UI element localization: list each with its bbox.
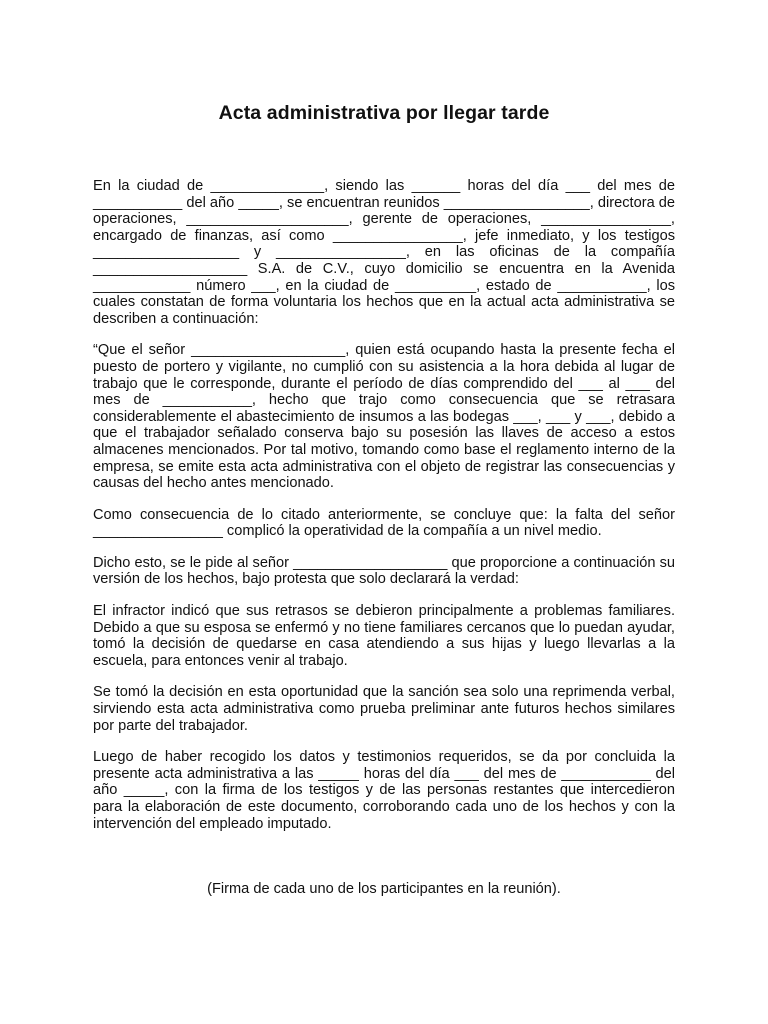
document-title: Acta administrativa por llegar tarde bbox=[218, 102, 550, 124]
paragraph-statement-request: Dicho esto, se le pide al señor ___________________ que proporcione a continuación su versión de los hechos, bajo protesta que solo declarará la verdad: bbox=[93, 554, 675, 588]
paragraph-consequence: Como consecuencia de lo citado anteriormente, se concluye que: la falta del señor ________________ complicó la operatividad de la compañía a un nivel medio. bbox=[93, 506, 675, 540]
paragraph-closing: Luego de haber recogido los datos y testimonios requeridos, se da por concluida la presente acta administrativa a las _____ horas del día ___ del mes de ___________ del año _____, con la firma de los testigos y de las personas restantes que intercedieron para la elaboración de este documento, corroborando cada uno de los hechos y con la intervención del empleado imputado. bbox=[93, 749, 675, 832]
document-body bbox=[93, 178, 675, 847]
signature-line: (Firma de cada uno de los participantes en la reunión). bbox=[207, 881, 561, 897]
paragraph-intro: En la ciudad de ______________, siendo las ______ horas del día ___ del mes de ___________ del año _____, se encuentran reunidos __________________, directora de operaciones, ____________________, gerente de operaciones, ________________, encargado de finanzas, así como ________________, jefe inmediato, y los testigos __________________ y ________________, en las oficinas de la compañía ___________________ S.A. de C.V., cuyo domicilio se encuentra en la Avenida ____________ número ___, en la ciudad de __________, estado de ___________, los cuales constatan de forma voluntaria los hechos que en la actual acta administrativa se describen a continuación: bbox=[93, 178, 675, 327]
paragraph-facts: “Que el señor ___________________, quien está ocupando hasta la presente fecha el puesto de portero y vigilante, no cumplió con su asistencia a la hora debida al lugar de trabajo que le corresponde, durante el período de días comprendido del ___ al ___ del mes de ___________, hecho que trajo como consecuencia que se retrasara considerablemente el abastecimiento de insumos a las bodegas ___, ___ y ___, debido a que el trabajador señalado conserva bajo su posesión las llaves de acceso a estos almacenes mencionados. Por tal motivo, tomando como base el reglamento interno de la empresa, se emite esta acta administrativa con el objeto de registrar las consecuencias y causas del hecho antes mencionado. bbox=[93, 342, 675, 492]
paragraph-offender-statement: El infractor indicó que sus retrasos se debieron principalmente a problemas familiares. Debido a que su esposa se enfermó y no tiene familiares cercanos que lo puedan ayudar, tomó la decisión de quedarse en casa atendiendo a sus hijas y luego llevarlas a la escuela, para entonces venir al trabajo. bbox=[93, 603, 675, 669]
paragraph-sanction: Se tomó la decisión en esta oportunidad que la sanción sea solo una reprimenda verbal, sirviendo esta acta administrativa como prueba preliminar ante futuros hechos similares por parte del trabajador. bbox=[93, 684, 675, 734]
